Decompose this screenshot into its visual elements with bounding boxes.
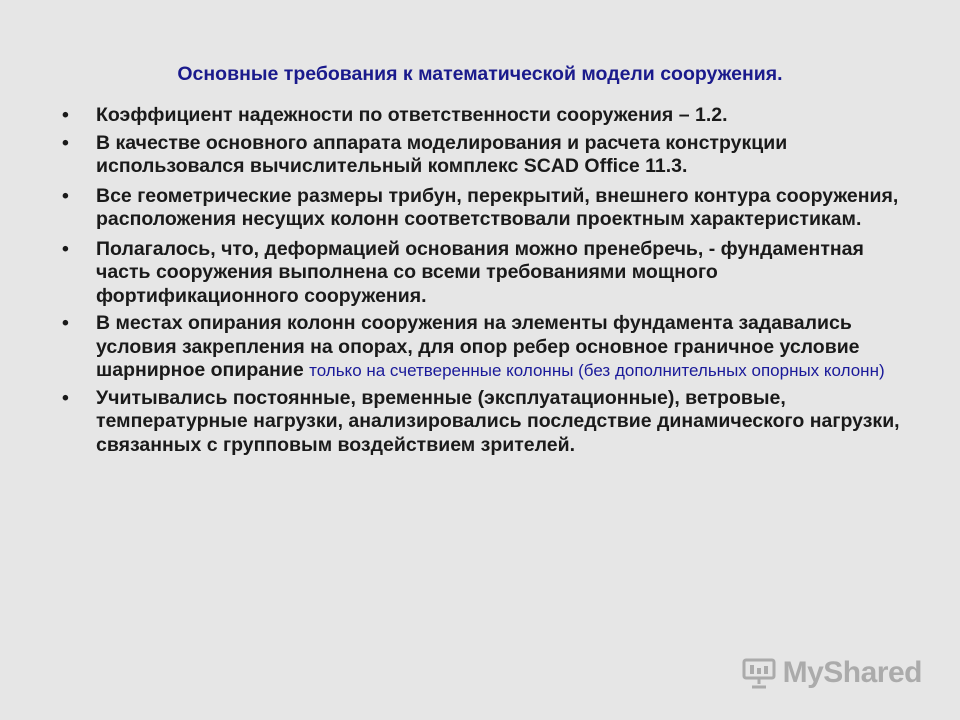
bullet-marker: • [62, 184, 69, 207]
bullet-list [62, 104, 902, 461]
bullet-text: Полагалось, что, деформацией основания можно пренебречь, - фундаментная часть сооружения выполнена со всеми требованиями мощного фортификационного сооружения. [96, 237, 864, 307]
bullet-item-loads [62, 387, 902, 458]
bullet-text: В местах опирания колонн сооружения на элементы фундамента задавались условия закрепления на опорах, для опор ребер основное граничное условие шарнирное опирание [96, 312, 860, 381]
slide-title: Основные требования к математической модели сооружения. [177, 63, 783, 85]
bullet-item-foundation-deformation [62, 238, 902, 309]
bullet-marker: • [62, 386, 69, 409]
presentation-board-icon [741, 657, 777, 689]
watermark-text: MyShared [782, 656, 922, 689]
bullet-marker: • [62, 237, 69, 260]
bullet-text: Коэффициент надежности по ответственности сооружения – 1.2. [96, 104, 728, 126]
bullet-text: Учитывались постоянные, временные (эксплуатационные), ветровые, температурные нагрузки, анализировались последствие динамического нагрузки, связанных с групповым воздействием зрителей. [96, 386, 900, 456]
bullet-item-reliability-coefficient [62, 104, 902, 128]
bullet-text: В качестве основного аппарата моделирования и расчета конструкции использовался вычислительный комплекс SCAD Office 11.3. [96, 131, 788, 177]
bullet-marker: • [62, 312, 69, 334]
bullet-text: Все геометрические размеры трибун, перекрытий, внешнего контура сооружения, расположения несущих колонн соответствовали проектным характеристикам. [96, 184, 899, 230]
bullet-item-geometry [62, 185, 902, 232]
bullet-marker: • [62, 104, 69, 126]
bullet-item-support-conditions [62, 312, 902, 383]
bullet-note: только на счетверенные колонны (без дополнительных опорных колонн) [309, 361, 885, 380]
bullet-marker: • [62, 131, 69, 154]
watermark-myshared [741, 656, 922, 690]
bullet-item-software [62, 132, 902, 179]
